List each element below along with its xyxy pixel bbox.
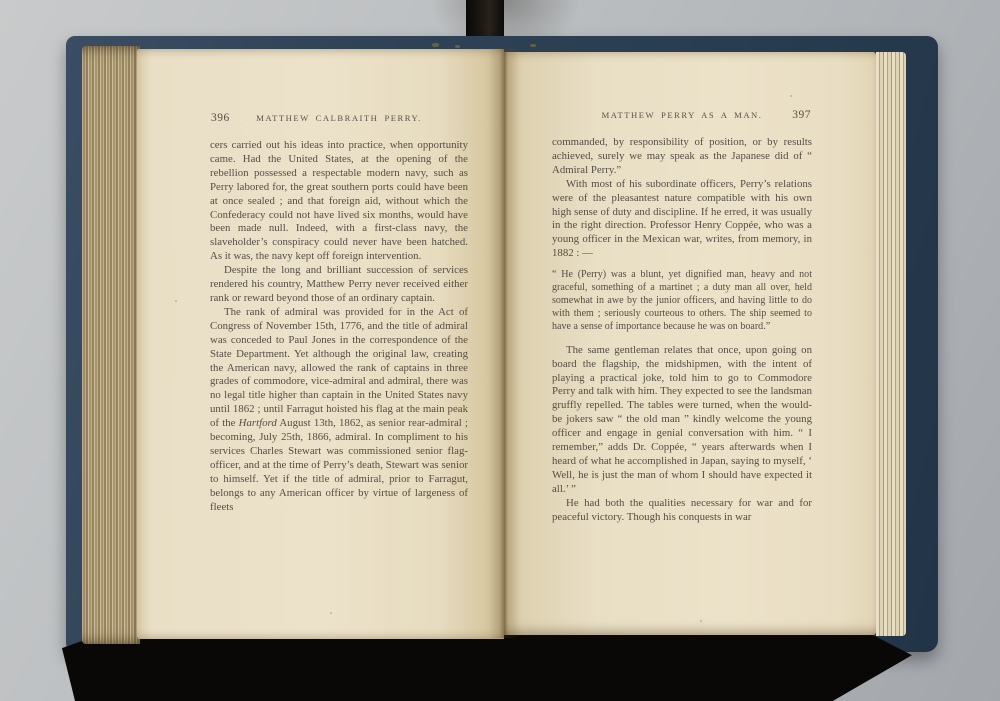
paragraph: Despite the long and brilliant succession of services rendered his country, Matthew Perry never received either rank or reward beyond those of an ordinary captain. [210, 264, 468, 304]
page-edges-left-stack [82, 46, 140, 644]
paragraph: cers carried out his ideas into practice, when opportunity came. Had the United States, at the opening of the rebellion possessed a respectable modern navy, such as Perry labored for, the great southern ports could have been at once sealed ; and that foreign aid, without which the Confederacy could not have lived six months, would have been made null. Indeed, with a first-class navy, the slaveholder’s conspiracy could never have been hatched. As it was, the navy kept off foreign intervention. [210, 139, 468, 263]
left-page-number: 396 [211, 112, 230, 124]
page-edges-right-stack [876, 52, 906, 636]
paragraph: With most of his subordinate officers, Perry’s relations were of the pleasantest nature compatible with his own high sense of duty and discipline. If he erred, it was usually in the right direction. Professor Henry Coppée, who was a young officer in the Mexican war, writes, from memory, in 1882 : — [552, 177, 812, 260]
debris-speck [455, 45, 460, 48]
paragraph: The same gentleman relates that once, upon going on board the flagship, the midshipmen, with the intent of playing a practical joke, told him to go to Commodore Perry and talk with him. They expected to see the landsman gruffly repelled. The tables were turned, when the would-be jokers saw “ the old man ” kindly welcome the young officer and engage in genial conversation with him. “ I remember,” adds Dr. Coppée, “ years afterwards when I heard of what he accomplished in Japan, saying to myself, ‘ Well, he is just the man of whom I should have expected it all.’ ” [552, 343, 812, 495]
left-page-header [210, 112, 468, 126]
paragraph-segment: The rank of admiral was provided for in the Act of Congress of November 15th, 1776, and the title of admiral was conceded to Paul Jones in the correspondence of the State Department. Yet although the original law, creating the American navy, allowed the rank of captains in three grades of commodore, vice-admiral and admiral, there was no legal title higher than captain in the United States navy until 1862 ; until Farragut hoisted his flag at the main peak of the [210, 305, 468, 430]
ship-name-italic: Hartford [238, 417, 277, 430]
foxing-speck [790, 95, 792, 97]
right-page-number: 397 [792, 109, 811, 121]
paragraph: He had both the qualities necessary for war and for peaceful victory. Though his conquests in war [552, 496, 812, 523]
book-gutter [489, 48, 519, 638]
foxing-speck [175, 300, 177, 302]
debris-speck [432, 43, 439, 47]
left-page-text-block [210, 112, 468, 640]
left-running-header: MATTHEW CALBRAITH PERRY. [256, 113, 422, 123]
paragraph [210, 306, 468, 515]
block-quote: “ He (Perry) was a blunt, yet dignified man, heavy and not graceful, something of a martinet ; a duty man all over, held somewhat in awe by the junior officers, and having little to do with them ; seriously courteous to others. The ship seemed to have a sense of importance because he was on board.” [552, 269, 812, 332]
foxing-speck [700, 620, 702, 622]
right-page-header [552, 109, 812, 123]
paragraph-segment: August 13th, 1862, as senior rear-admiral ; becoming, July 25th, 1866, admiral. In compliment to his services Charles Stewart was commissioned senior flag-officer, and at the time of Perry’s death, Stewart was senior to himself. Yet if the title of admiral, prior to Farragut, belongs to any American officer by virtue of largeness of fleets [210, 417, 468, 513]
debris-speck [530, 44, 536, 47]
right-page-text-block [552, 109, 812, 614]
paragraph: commanded, by responsibility of position, or by results achieved, surely we may speak as the Japanese did of “ Admiral Perry.” [552, 136, 812, 176]
right-running-header: MATTHEW PERRY AS A MAN. [601, 110, 763, 120]
